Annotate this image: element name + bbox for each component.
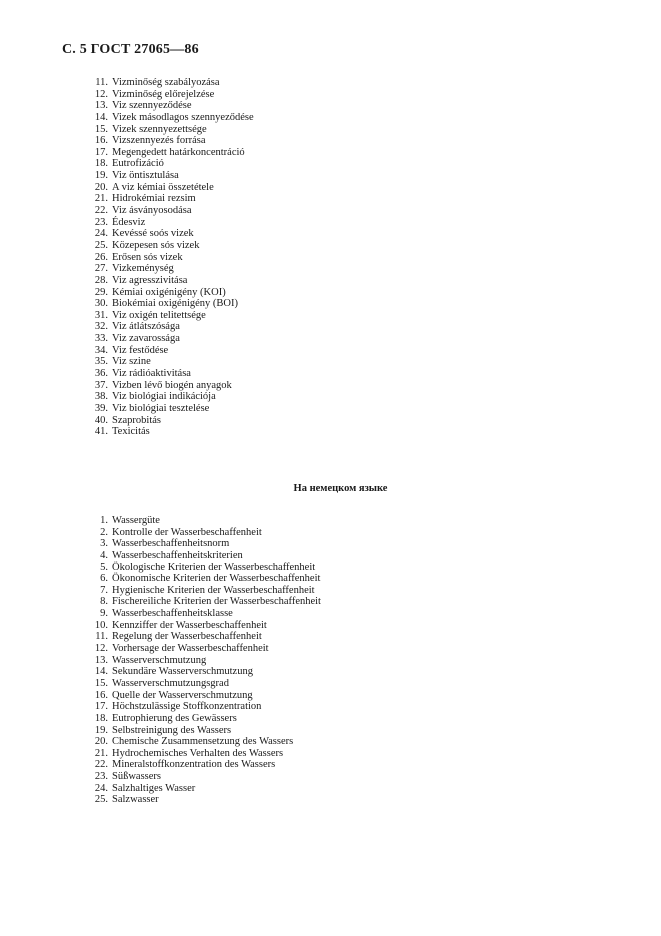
item-term: Erősen sós vizek <box>112 251 183 263</box>
item-term: Wasserbeschaffenheitsklasse <box>112 608 233 620</box>
item-term: Viz öntisztulása <box>112 170 179 182</box>
item-number: 1. <box>100 515 108 526</box>
list-item <box>78 573 321 585</box>
item-number: 31. <box>94 309 108 321</box>
list-item <box>78 783 321 795</box>
hungarian-term-list <box>78 77 254 438</box>
item-number: 25. <box>94 239 108 251</box>
list-item <box>78 147 254 159</box>
list-item <box>78 515 321 527</box>
list-item <box>78 252 254 264</box>
item-term: A viz kémiai összetétele <box>112 181 214 193</box>
list-item <box>78 100 254 112</box>
item-term: Viz zavarossága <box>112 333 180 345</box>
list-item <box>78 287 254 299</box>
item-term: Viz ásványosodása <box>112 205 192 217</box>
item-number: 13. <box>94 654 108 666</box>
item-number: 23. <box>94 771 108 783</box>
item-number: 17. <box>94 146 108 158</box>
list-item <box>78 182 254 194</box>
item-term: Biokémiai oxigénigény (BOI) <box>112 298 238 310</box>
item-number: 35. <box>94 356 108 368</box>
list-item <box>78 608 321 620</box>
item-term: Vizkeménység <box>112 263 174 275</box>
item-number: 25. <box>94 794 108 806</box>
item-term: Viz agresszivitása <box>112 274 188 286</box>
item-term: Viz szine <box>112 356 151 368</box>
list-item <box>78 666 321 678</box>
list-item <box>78 263 254 275</box>
list-item <box>78 596 321 608</box>
item-number: 2. <box>100 526 108 538</box>
item-term: Vizminőség szabályozása <box>112 77 220 88</box>
item-number: 4. <box>100 549 108 561</box>
item-number: 20. <box>94 736 108 748</box>
item-number: 33. <box>94 333 108 345</box>
item-number: 30. <box>94 298 108 310</box>
list-item <box>78 310 254 322</box>
item-number: 18. <box>94 712 108 724</box>
item-term: Kevéssé soós vizek <box>112 228 194 240</box>
item-term: Wasserbeschaffenheitskriterien <box>112 549 243 561</box>
item-term: Quelle der Wasserverschmutzung <box>112 689 253 701</box>
item-term: Sekundäre Wasserverschmutzung <box>112 666 253 678</box>
item-number: 19. <box>94 724 108 736</box>
item-number: 11. <box>95 631 108 643</box>
item-term: Texicitás <box>112 426 150 438</box>
list-item <box>78 701 321 713</box>
item-number: 16. <box>94 135 108 147</box>
item-number: 9. <box>100 608 108 620</box>
item-term: Édesviz <box>112 216 146 228</box>
list-item <box>78 391 254 403</box>
item-number: 18. <box>94 158 108 170</box>
item-number: 14. <box>94 111 108 123</box>
list-item <box>78 690 321 702</box>
list-item <box>78 380 254 392</box>
item-number: 22. <box>94 205 108 217</box>
list-item <box>78 678 321 690</box>
item-number: 13. <box>94 100 108 112</box>
list-item <box>78 368 254 380</box>
item-term: Höchstzulässige Stoffkonzentration <box>112 701 262 713</box>
list-item <box>78 403 254 415</box>
list-item <box>78 794 321 806</box>
list-item <box>78 240 254 252</box>
list-item <box>78 112 254 124</box>
list-item <box>78 89 254 101</box>
item-number: 19. <box>94 170 108 182</box>
item-term: Viz festődése <box>112 344 169 356</box>
item-term: Viz szennyeződése <box>112 100 192 112</box>
item-number: 7. <box>100 584 108 596</box>
item-number: 23. <box>94 216 108 228</box>
list-item <box>78 193 254 205</box>
item-number: 5. <box>100 561 108 573</box>
item-number: 36. <box>94 368 108 380</box>
item-term: Viz biológiai tesztelése <box>112 402 210 414</box>
list-item <box>78 124 254 136</box>
list-item <box>78 356 254 368</box>
item-term: Közepesen sós vizek <box>112 239 200 251</box>
page-header: С. 5 ГОСТ 27065—86 <box>62 42 199 57</box>
list-item <box>78 333 254 345</box>
item-number: 14. <box>94 666 108 678</box>
list-item <box>78 550 321 562</box>
list-item <box>78 527 321 539</box>
item-number: 16. <box>94 689 108 701</box>
list-item <box>78 631 321 643</box>
item-number: 3. <box>100 538 108 550</box>
item-number: 38. <box>94 391 108 403</box>
item-number: 20. <box>94 181 108 193</box>
list-item <box>78 77 254 89</box>
list-item <box>78 345 254 357</box>
item-number: 6. <box>100 573 108 585</box>
list-item <box>78 736 321 748</box>
item-term: Süßwassers <box>112 771 161 783</box>
list-item <box>78 759 321 771</box>
item-number: 32. <box>94 321 108 333</box>
item-term: Vizszennyezés forrása <box>112 135 206 147</box>
item-term: Hygienische Kriterien der Wasserbeschaffenheit <box>112 584 315 596</box>
list-item <box>78 275 254 287</box>
item-term: Vorhersage der Wasserbeschaffenheit <box>112 643 269 655</box>
item-term: Viz rádióaktivitása <box>112 368 191 380</box>
list-item <box>78 426 254 438</box>
list-item <box>78 415 254 427</box>
item-number: 39. <box>94 402 108 414</box>
item-term: Kontrolle der Wasserbeschaffenheit <box>112 526 262 538</box>
item-number: 26. <box>94 251 108 263</box>
list-item <box>78 135 254 147</box>
item-number: 37. <box>94 379 108 391</box>
list-item <box>78 713 321 725</box>
german-section-heading: На немецком языке <box>293 483 388 494</box>
german-term-list <box>78 515 321 806</box>
item-number: 8. <box>100 596 108 608</box>
list-item <box>78 725 321 737</box>
item-term: Salzwasser <box>112 794 159 806</box>
item-number: 22. <box>94 759 108 771</box>
item-term: Hidrokémiai rezsim <box>112 193 196 205</box>
list-item <box>78 158 254 170</box>
item-number: 15. <box>94 677 108 689</box>
item-term: Wasserverschmutzungsgrad <box>112 677 229 689</box>
item-term: Viz oxigén telitettsége <box>112 309 206 321</box>
item-number: 12. <box>94 643 108 655</box>
item-number: 40. <box>94 414 108 426</box>
item-term: Vizek másodlagos szennyeződése <box>112 111 254 123</box>
item-number: 15. <box>94 123 108 135</box>
item-term: Chemische Zusammensetzung des Wassers <box>112 736 294 748</box>
list-item <box>78 643 321 655</box>
item-number: 24. <box>94 782 108 794</box>
item-number: 17. <box>94 701 108 713</box>
item-number: 11. <box>95 77 108 88</box>
item-number: 21. <box>94 193 108 205</box>
item-term: Kémiai oxigénigény (KOI) <box>112 286 226 298</box>
item-term: Wasserverschmutzung <box>112 654 207 666</box>
item-term: Megengedett határkoncentráció <box>112 146 245 158</box>
list-item <box>78 228 254 240</box>
item-number: 27. <box>94 263 108 275</box>
item-number: 21. <box>94 747 108 759</box>
item-term: Regelung der Wasserbeschaffenheit <box>112 631 262 643</box>
item-term: Vizminőség előrejelzése <box>112 88 215 100</box>
item-term: Fischereiliche Kriterien der Wasserbeschaffenheit <box>112 596 321 608</box>
item-term: Viz átlátszósága <box>112 321 180 333</box>
item-term: Wasserbeschaffenheitsnorm <box>112 538 230 550</box>
item-term: Vizben lévő biogén anyagok <box>112 379 232 391</box>
list-item <box>78 655 321 667</box>
item-term: Eutrophierung des Gewässers <box>112 712 237 724</box>
item-number: 24. <box>94 228 108 240</box>
list-item <box>78 585 321 597</box>
item-number: 34. <box>94 344 108 356</box>
item-term: Viz biológiai indikációja <box>112 391 216 403</box>
item-term: Eutrofizáció <box>112 158 164 170</box>
item-term: Ökonomische Kriterien der Wasserbeschaffenheit <box>112 573 321 585</box>
item-number: 10. <box>94 619 108 631</box>
item-term: Szaprobitás <box>112 414 161 426</box>
list-item <box>78 321 254 333</box>
list-item <box>78 620 321 632</box>
item-term: Wassergüte <box>112 515 160 526</box>
list-item <box>78 217 254 229</box>
item-term: Selbstreinigung des Wassers <box>112 724 232 736</box>
item-number: 28. <box>94 274 108 286</box>
list-item <box>78 538 321 550</box>
list-item <box>78 771 321 783</box>
item-number: 12. <box>94 88 108 100</box>
item-number: 29. <box>94 286 108 298</box>
item-term: Vizek szennyezettsége <box>112 123 207 135</box>
item-term: Mineralstoffkonzentration des Wassers <box>112 759 276 771</box>
list-item <box>78 170 254 182</box>
list-item <box>78 562 321 574</box>
item-number: 41. <box>94 426 108 438</box>
list-item <box>78 205 254 217</box>
list-item <box>78 748 321 760</box>
item-term: Kennziffer der Wasserbeschaffenheit <box>112 619 267 631</box>
list-item <box>78 298 254 310</box>
item-term: Hydrochemisches Verhalten des Wassers <box>112 747 284 759</box>
item-term: Ökologische Kriterien der Wasserbeschaffenheit <box>112 561 316 573</box>
item-term: Salzhaltiges Wasser <box>112 782 196 794</box>
